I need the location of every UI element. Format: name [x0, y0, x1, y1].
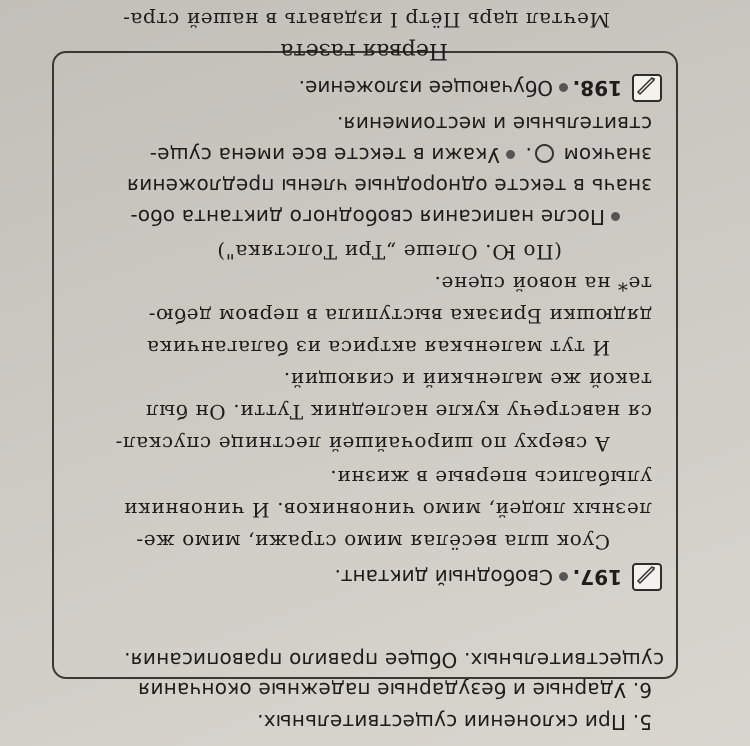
source-citation: (По Ю. Олеше „Три Толстяка"): [216, 240, 562, 264]
text-line: А сверху по широчайшей лестнице спускал-: [114, 432, 610, 456]
text-line: Суок шла весёлая мимо стражи, мимо же-: [135, 530, 610, 554]
text-line: дядюшки Бризака выступила в первом дебю-: [148, 304, 652, 328]
task-line: ствительные и местоимения.: [336, 112, 652, 136]
exercise-number-197: 197.: [572, 565, 622, 589]
task-line: значь в тексте однородные члены предложения: [126, 174, 652, 198]
pencil-in-box-icon: [632, 563, 662, 591]
exercise-title-197-text: Свободный диктант.: [334, 565, 553, 589]
list-item-6: 6. Ударные и безударные падежные окончания: [138, 678, 652, 702]
list-item-5: 5. При склонении существительных.: [256, 710, 652, 734]
bullet-dot-icon: [506, 150, 515, 159]
text-line: улыбались впервые в жизни.: [329, 466, 652, 490]
list-item-6-cont: существительных. Общее правило правописания.: [123, 648, 664, 672]
task-text: После написания свободного диктанта обо-: [130, 205, 605, 229]
task-text: Укажи в тексте все имена суще-: [149, 143, 500, 167]
story-heading: Первая газета: [280, 38, 448, 63]
text-line: лезных людей, мимо чиновников. И чиновники: [123, 498, 652, 522]
text-line: Мечтал царь Пётр I издавать в нашей стра-: [122, 8, 610, 32]
text-line: те* на новой сцене.: [433, 272, 652, 296]
exercise-title-198: [299, 76, 572, 100]
bullet-dot-icon: [559, 572, 568, 581]
pencil-in-box-icon: [632, 74, 662, 102]
bullet-dot-icon: [559, 83, 568, 92]
circle-marker-icon: [535, 144, 554, 163]
task-text: значком: [563, 143, 652, 167]
text-line: ся навстречу кукле наследник Тутти. Он был: [145, 400, 652, 424]
exercise-number-198: 198.: [572, 76, 622, 100]
text-line: такой же маленький и сияющий.: [283, 368, 652, 392]
task-line: [130, 205, 624, 229]
task-line: значком . Укажи в тексте все имена суще-: [149, 143, 652, 167]
exercise-title-198-text: Обучающее изложение.: [298, 76, 553, 100]
bullet-dot-icon: [611, 212, 620, 221]
text-line: И тут маленькая актриса из балаганчика: [146, 336, 610, 360]
exercise-title-197: [334, 565, 572, 589]
